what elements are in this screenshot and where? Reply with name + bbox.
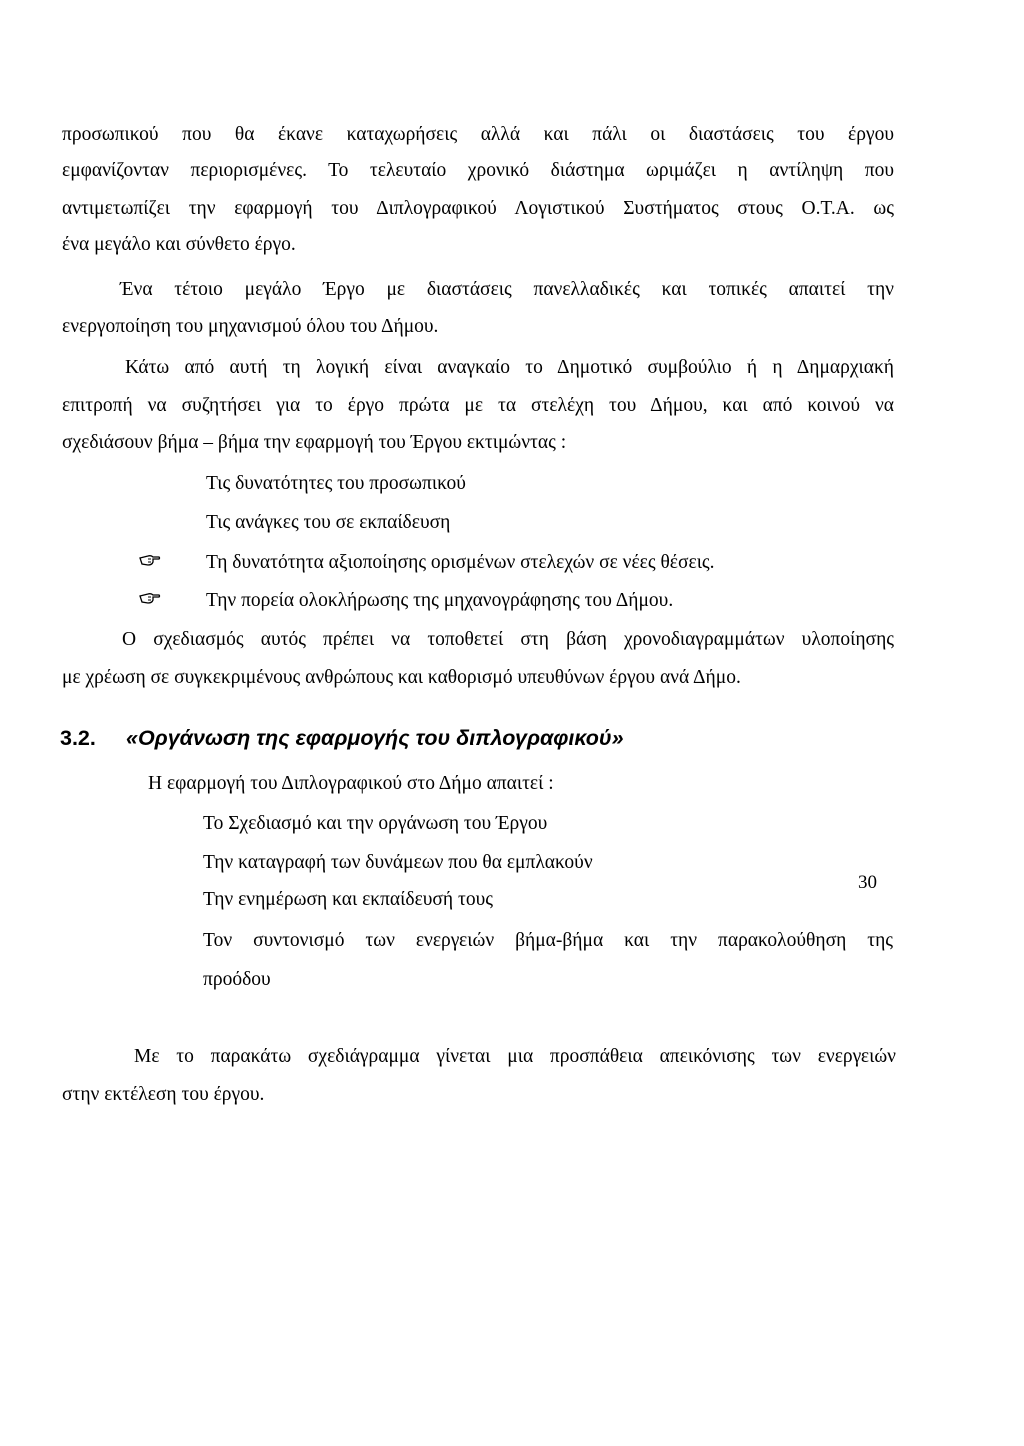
text-line: Ένα τέτοιο μεγάλο Έργο με διαστάσεις πανελλαδικές και τοπικές απαιτεί την <box>120 279 894 300</box>
page-number: 30 <box>858 872 877 893</box>
section-title: «Οργάνωση της εφαρμογής του διπλογραφικού» <box>126 726 624 750</box>
pointing-hand-icon <box>139 590 161 606</box>
text-line: προσωπικού που θα έκανε καταχωρήσεις αλλά και πάλι οι διαστάσεις του έργου <box>62 124 894 145</box>
list-item: Την καταγραφή των δυνάμεων που θα εμπλακούν <box>203 852 593 873</box>
section-heading <box>60 724 624 752</box>
text-line: σχεδιάσουν βήμα – βήμα την εφαρμογή του Έργου εκτιμώντας : <box>62 432 567 453</box>
text-line: στην εκτέλεση του έργου. <box>62 1084 265 1105</box>
text-line: εμφανίζονταν περιορισμένες. Το τελευταίο χρονικό διάστημα ωριμάζει η αντίληψη που <box>62 160 894 181</box>
list-item: Τη δυνατότητα αξιοποίησης ορισμένων στελεχών σε νέες θέσεις. <box>206 552 715 573</box>
list-item: Τις δυνατότητες του προσωπικού <box>206 473 466 494</box>
pointing-hand-icon <box>139 552 161 568</box>
list-item: Την ενημέρωση και εκπαίδευσή τους <box>203 889 493 910</box>
text-line: Ο σχεδιασμός αυτός πρέπει να τοποθετεί στη βάση χρονοδιαγραμμάτων υλοποίησης <box>122 629 894 650</box>
text-line: αντιμετωπίζει την εφαρμογή του Διπλογραφικού Λογιστικού Συστήματος στους Ο.Τ.Α. ως <box>62 198 894 219</box>
text-line: ενεργοποίηση του μηχανισμού όλου του Δήμου. <box>62 316 439 337</box>
list-item: Την πορεία ολοκλήρωσης της μηχανογράφησης του Δήμου. <box>206 590 674 611</box>
list-item: Τις ανάγκες του σε εκπαίδευση <box>206 512 451 533</box>
list-item: προόδου <box>203 969 271 990</box>
paragraph-requirements: Η εφαρμογή του Διπλογραφικού στο Δήμο απαιτεί : <box>148 773 554 794</box>
text-line: επιτροπή να συζητήσει για το έργο πρώτα με τα στελέχη του Δήμου, και από κοινού να <box>62 395 894 416</box>
text-line: ένα μεγάλο και σύνθετο έργο. <box>62 234 296 255</box>
text-line: Κάτω από αυτή τη λογική είναι αναγκαίο το Δημοτικό συμβούλιο ή η Δημαρχιακή <box>125 357 894 378</box>
section-number: 3.2. <box>60 726 96 750</box>
text-line: με χρέωση σε συγκεκριμένους ανθρώπους και καθορισμό υπευθύνων έργου ανά Δήμο. <box>62 667 741 688</box>
list-item: Τον συντονισμό των ενεργειών βήμα-βήμα και την παρακολούθηση της <box>203 930 893 951</box>
text-line: Με το παρακάτω σχεδιάγραμμα γίνεται μια προσπάθεια απεικόνισης των ενεργειών <box>134 1046 896 1067</box>
list-item: Το Σχεδιασμό και την οργάνωση του Έργου <box>203 813 548 834</box>
